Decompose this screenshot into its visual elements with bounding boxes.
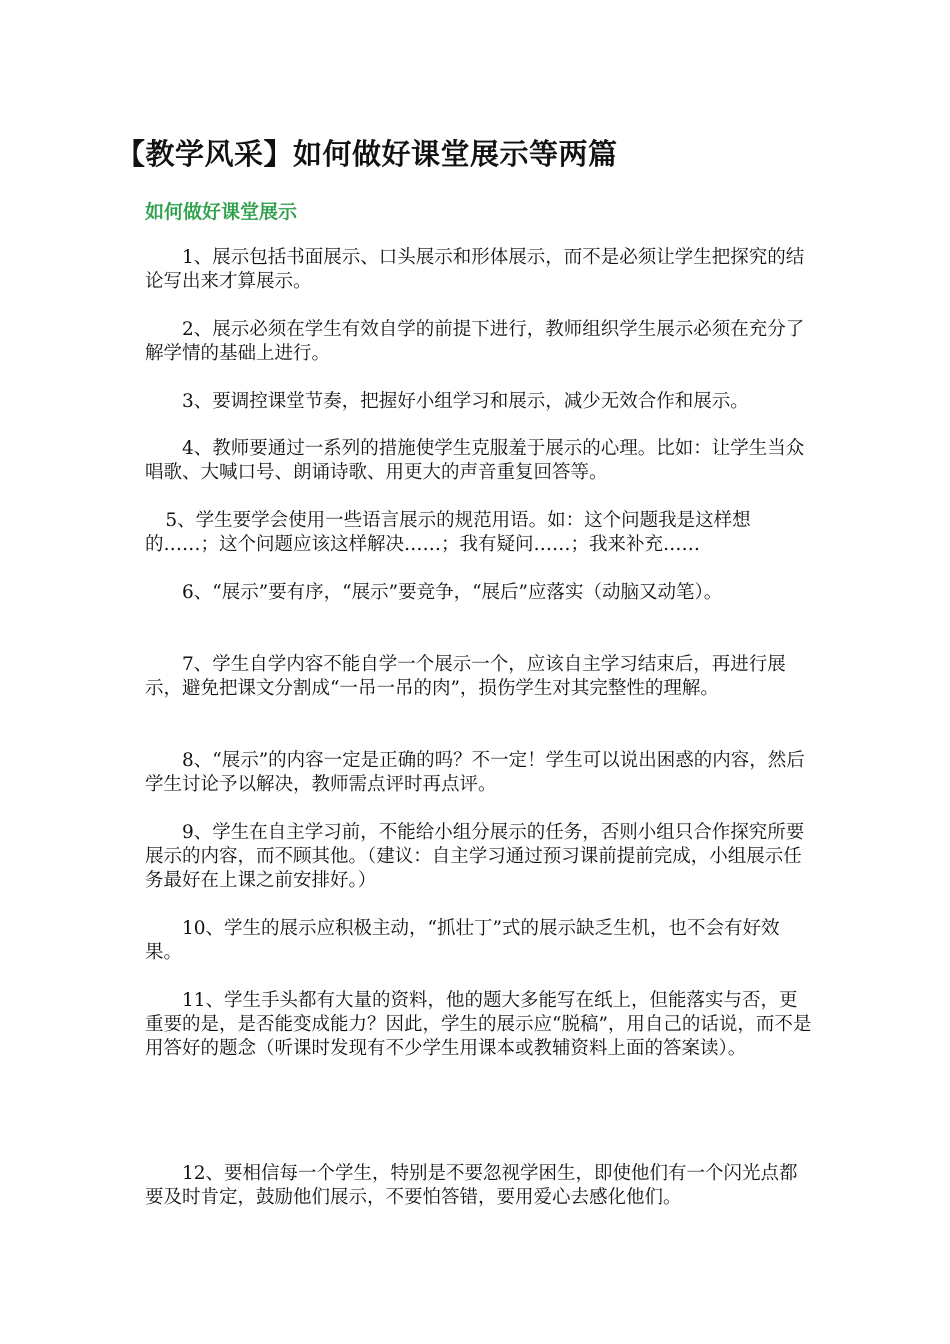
paragraph-10: 10、学生的展示应积极主动，“抓壮丁”式的展示缺乏生机，也不会有好效果。 (145, 918, 780, 963)
paragraph-6: 6、“展示”要有序，“展示”要竞争，“展后”应落实（动脑又动笔）。 (182, 582, 723, 603)
paragraph-1: 1、展示包括书面展示、口头展示和形体展示，而不是必须让学生把探究的结论写出来才算展示。 (145, 247, 805, 292)
document-title: 【教学风采】如何做好课堂展示等两篇 (116, 137, 618, 171)
paragraph-7: 7、学生自学内容不能自学一个展示一个，应该自主学习结束后，再进行展示，避免把课文分割成“一吊一吊的肉”，损伤学生对其完整性的理解。 (145, 654, 786, 699)
paragraph-5: 5、学生要学会使用一些语言展示的规范用语。如：这个问题我是这样想的……；这个问题应该这样解决……；我有疑问……；我来补充…… (145, 510, 751, 555)
paragraph-2: 2、展示必须在学生有效自学的前提下进行，教师组织学生展示必须在充分了解学情的基础上进行。 (145, 319, 805, 364)
section-heading: 如何做好课堂展示 (145, 201, 298, 223)
paragraph-4: 4、教师要通过一系列的措施使学生克服羞于展示的心理。比如：让学生当众唱歌、大喊口号、朗诵诗歌、用更大的声音重复回答等。 (145, 438, 805, 483)
paragraph-12: 12、要相信每一个学生，特别是不要忽视学困生，即使他们有一个闪光点都要及时肯定，鼓励他们展示，不要怕答错，要用爱心去感化他们。 (145, 1163, 798, 1208)
paragraph-9: 9、学生在自主学习前，不能给小组分展示的任务，否则小组只合作探究所要展示的内容，而不顾其他。（建议：自主学习通过预习课前提前完成，小组展示任务最好在上课之前安排好。） (145, 822, 805, 891)
paragraph-11: 11、学生手头都有大量的资料，他的题大多能写在纸上，但能落实与否，更重要的是，是否能变成能力？因此，学生的展示应“脱稿”，用自己的话说，而不是用答好的题念（听课时发现有不少学生用课本或教辅资料上面的答案读）。 (145, 990, 812, 1059)
paragraph-3: 3、要调控课堂节奏，把握好小组学习和展示，减少无效合作和展示。 (182, 391, 749, 412)
paragraph-8: 8、“展示”的内容一定是正确的吗？不一定！学生可以说出困惑的内容，然后学生讨论予以解决，教师需点评时再点评。 (145, 750, 805, 795)
